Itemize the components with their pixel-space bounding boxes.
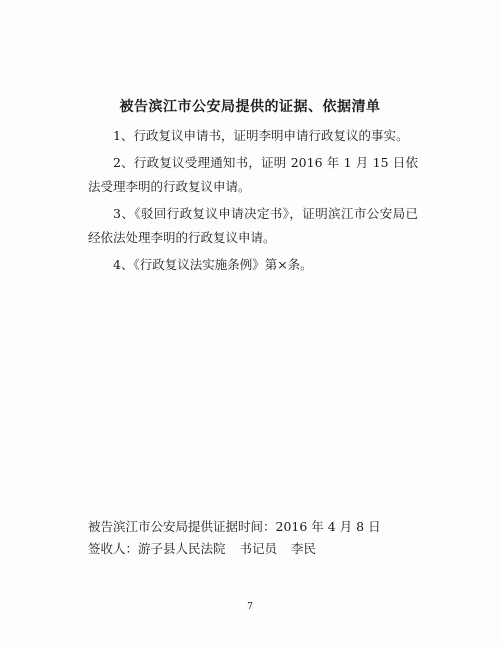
receiver-court: 游子县人民法院	[138, 541, 226, 556]
evidence-item-3: 3、《驳回行政复议申请决定书》，证明滨江市公安局已经依法处理李明的行政复议申请。	[88, 206, 418, 245]
document-footer	[88, 516, 381, 560]
receiver-label: 签收人：	[88, 541, 139, 556]
receiver-role: 书记员	[239, 541, 278, 556]
evidence-item-2: 2、行政复议受理通知书，证明 2016 年 1 月 15 日依法受理李明的行政复议申请。	[88, 155, 418, 194]
evidence-item-1: 1、行政复议申请书，证明李明申请行政复议的事实。	[113, 128, 409, 143]
evidence-list	[88, 124, 418, 280]
receiver-name: 李民	[291, 541, 317, 556]
submission-time: 被告滨江市公安局提供证据时间：2016 年 4 月 8 日	[88, 519, 381, 534]
page-number: 7	[247, 602, 253, 612]
document-title: 被告滨江市公安局提供的证据、依据清单	[119, 99, 381, 115]
receipt-line	[88, 538, 381, 560]
evidence-item-4: 4、《行政复议法实施条例》第×条。	[113, 257, 313, 272]
